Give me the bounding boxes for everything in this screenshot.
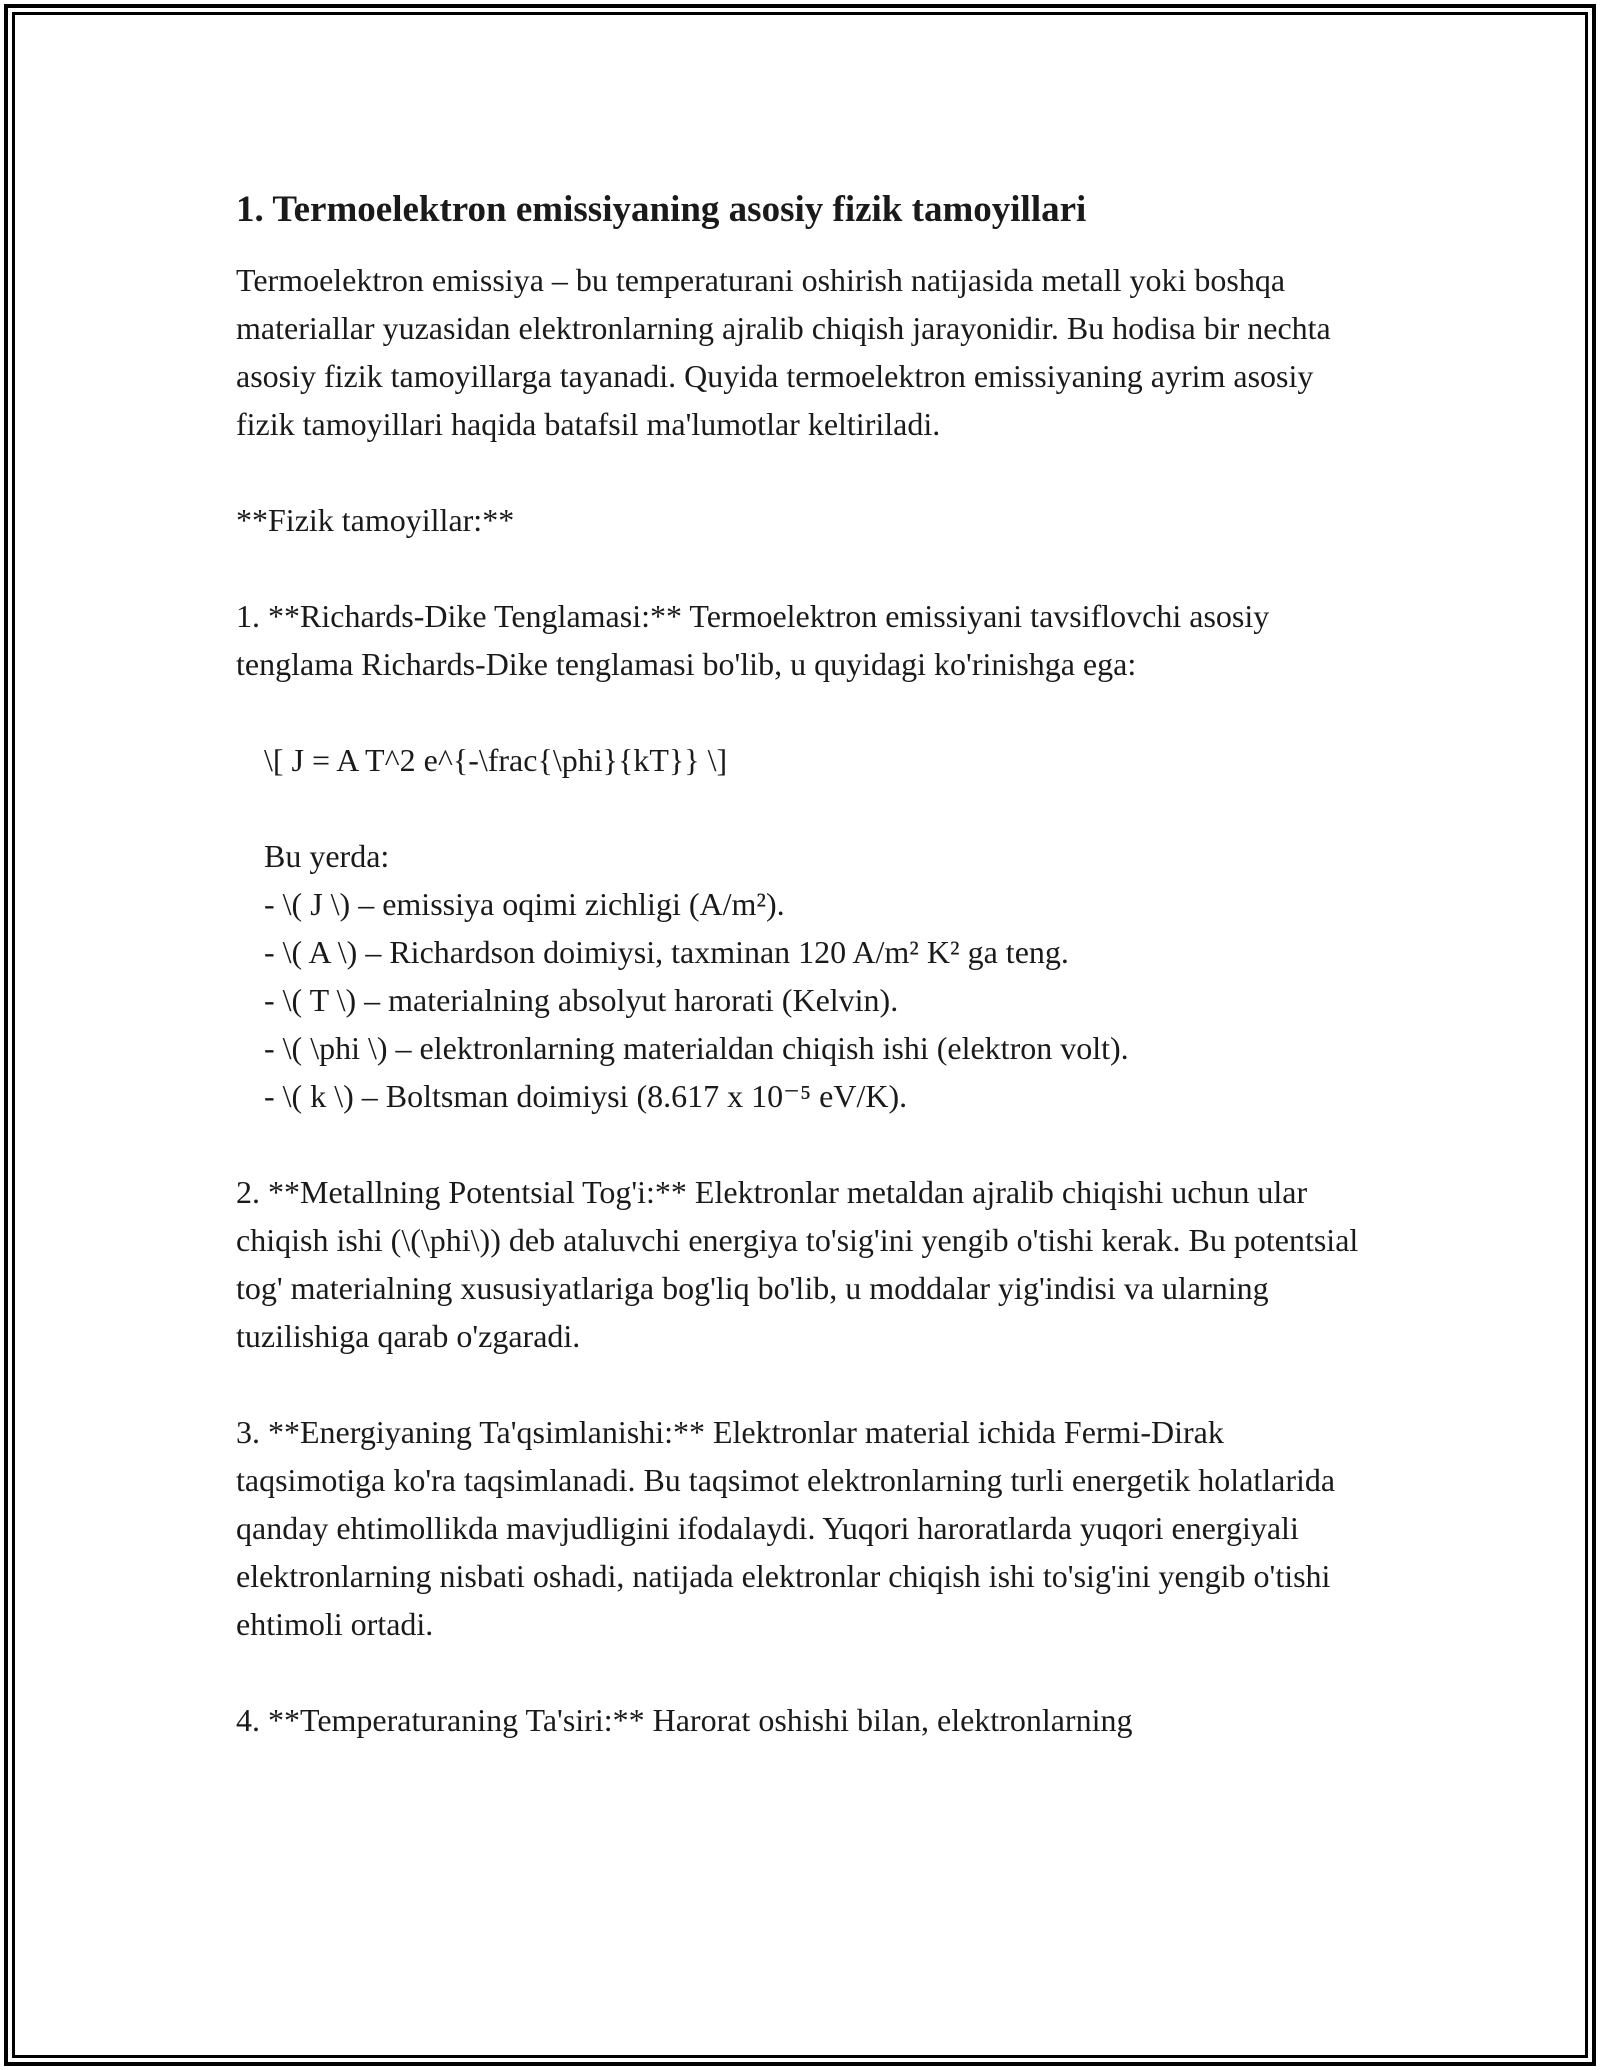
spacer bbox=[236, 544, 1360, 592]
document-title: 1. Termoelektron emissiyaning asosiy fizik tamoyillari bbox=[236, 189, 1087, 230]
spacer bbox=[236, 1120, 1360, 1168]
intro-paragraph: Termoelektron emissiya – bu temperaturani oshirish natijasida metall yoki boshqa materiallar yuzasidan elektronlarning ajralib chiqish jarayonidir. Bu hodisa bir nechta asosiy fizik tamoyillarga tayanadi. Quyida termoelektron emissiyaning ayrim asosiy fizik tamoyillari haqida batafsil ma'lumotlar keltiriladi. bbox=[236, 262, 1339, 442]
principle-item-4: 4. **Temperaturaning Ta'siri:** Harorat oshishi bilan, elektronlarning bbox=[236, 1702, 1133, 1738]
spacer bbox=[236, 1648, 1360, 1696]
document-body bbox=[236, 186, 1367, 1744]
definition-item: - \( A \) – Richardson doimiysi, taxminan 120 A/m² K² ga teng. bbox=[264, 934, 1069, 970]
spacer bbox=[236, 784, 1360, 832]
definition-item: - \( J \) – emissiya oqimi zichligi (A/m²). bbox=[264, 886, 785, 922]
equation: \[ J = A T^2 e^{-\frac{\phi}{kT}} \] bbox=[264, 742, 728, 778]
definition-item: - \( T \) – materialning absolyut harorati (Kelvin). bbox=[264, 982, 899, 1018]
spacer bbox=[236, 1360, 1360, 1408]
definition-item: - \( \phi \) – elektronlarning materialdan chiqish ishi (elektron volt). bbox=[264, 1030, 1129, 1066]
where-label: Bu yerda: bbox=[264, 838, 390, 874]
principle-item-1: 1. **Richards-Dike Tenglamasi:** Termoelektron emissiyani tavsiflovchi asosiy tenglama Richards-Dike tenglamasi bo'lib, u quyidagi ko'rinishga ega: bbox=[236, 598, 1278, 682]
principle-item-3: 3. **Energiyaning Ta'qsimlanishi:** Elektronlar material ichida Fermi-Dirak taqsimotiga ko'ra taqsimlanadi. Bu taqsimot elektronlarning turli energetik holatlarida qanday ehtimollikda mavjudligini ifodalaydi. Yuqori haroratlarda yuqori energiyali elektronlarning nisbati oshadi, natijada elektronlar chiqish ishi to'sig'ini yengib o'tishi ehtimoli ortadi. bbox=[236, 1414, 1344, 1642]
principle-item-2: 2. **Metallning Potentsial Tog'i:** Elektronlar metaldan ajralib chiqishi uchun ular chiqish ishi (\(\phi\)) deb ataluvchi energiya to'sig'ini yengib o'tishi kerak. Bu potentsial tog' materialning xususiyatlariga bog'liq bo'lib, u moddalar yig'indisi va ularning tuzilishiga qarab o'zgaradi. bbox=[236, 1174, 1367, 1354]
definition-item: - \( k \) – Boltsman doimiysi (8.617 x 10⁻⁵ eV/K). bbox=[264, 1078, 908, 1114]
spacer bbox=[236, 448, 1360, 496]
section-heading: **Fizik tamoyillar:** bbox=[236, 502, 515, 538]
spacer bbox=[236, 688, 1360, 736]
